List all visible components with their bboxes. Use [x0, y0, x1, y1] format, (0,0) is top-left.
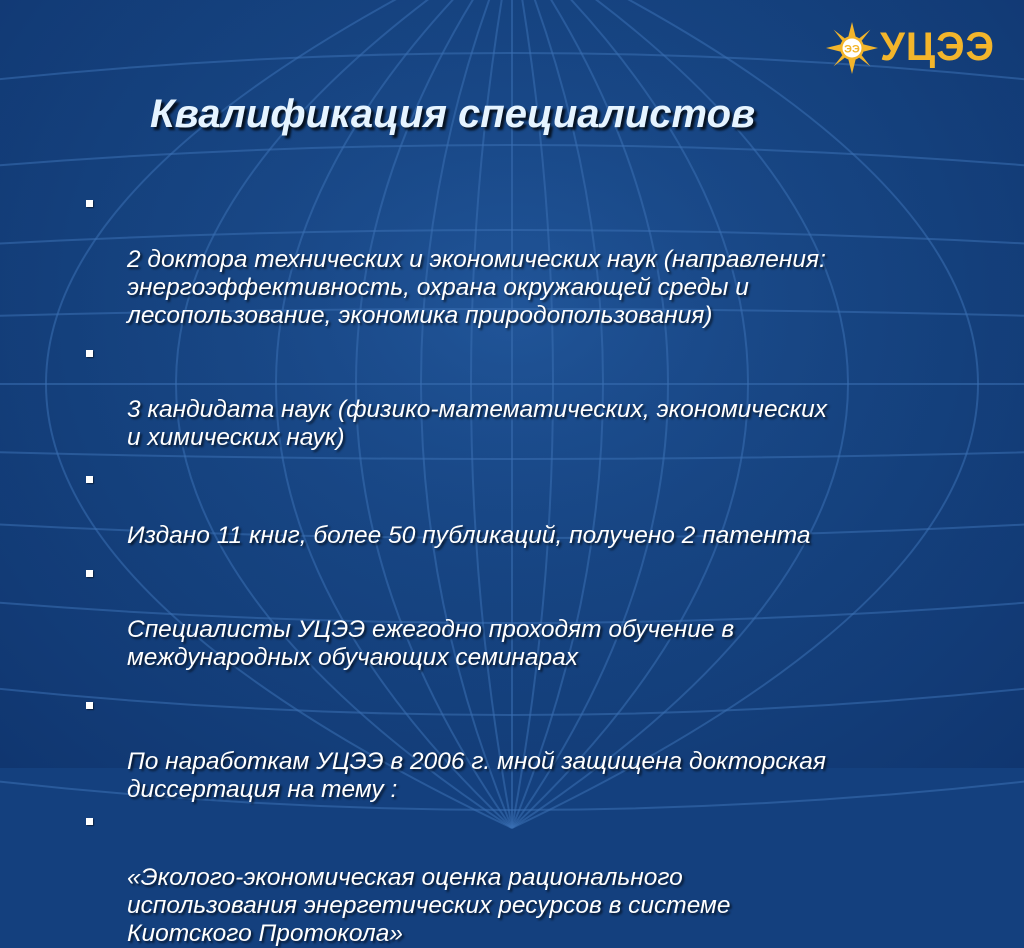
bullet-text: «Эколого-экономическая оценка рационального использования энергетических ресурсов в системе Киотского Протокола» — [127, 864, 731, 947]
slide-title: Квалификация специалистов — [150, 92, 756, 136]
bullet-text: Издано 11 книг, более 50 публикаций, получено 2 патента — [127, 522, 811, 549]
square-bullet-icon — [86, 200, 93, 207]
bullet-item — [86, 190, 946, 330]
bullet-text: 2 доктора технических и экономических наук (направления: энергоэффективность, охрана окружающей среды и лесопользование, экономика природопользования) — [127, 246, 826, 329]
company-logo — [826, 22, 1010, 78]
bullet-item — [86, 692, 946, 804]
square-bullet-icon — [86, 570, 93, 577]
bullet-item — [86, 808, 946, 948]
bullet-text: По наработкам УЦЭЭ в 2006 г. мной защищена докторская диссертация на тему : — [127, 748, 826, 803]
square-bullet-icon — [86, 350, 93, 357]
logo-emblem-text: ЭЭ — [844, 43, 860, 56]
bullet-text: Специалисты УЦЭЭ ежегодно проходят обучение в международных обучающих семинарах — [127, 616, 735, 671]
bullet-item — [86, 560, 946, 672]
square-bullet-icon — [86, 818, 93, 825]
bullet-item — [86, 466, 946, 550]
bullet-list — [86, 190, 946, 948]
square-bullet-icon — [86, 702, 93, 709]
bullet-item — [86, 340, 946, 452]
bullet-text: 3 кандидата наук (физико-математических, экономических и химических наук) — [127, 396, 828, 451]
square-bullet-icon — [86, 476, 93, 483]
sun-emblem-icon — [826, 22, 878, 74]
logo-text: УЦЭЭ — [880, 25, 996, 69]
